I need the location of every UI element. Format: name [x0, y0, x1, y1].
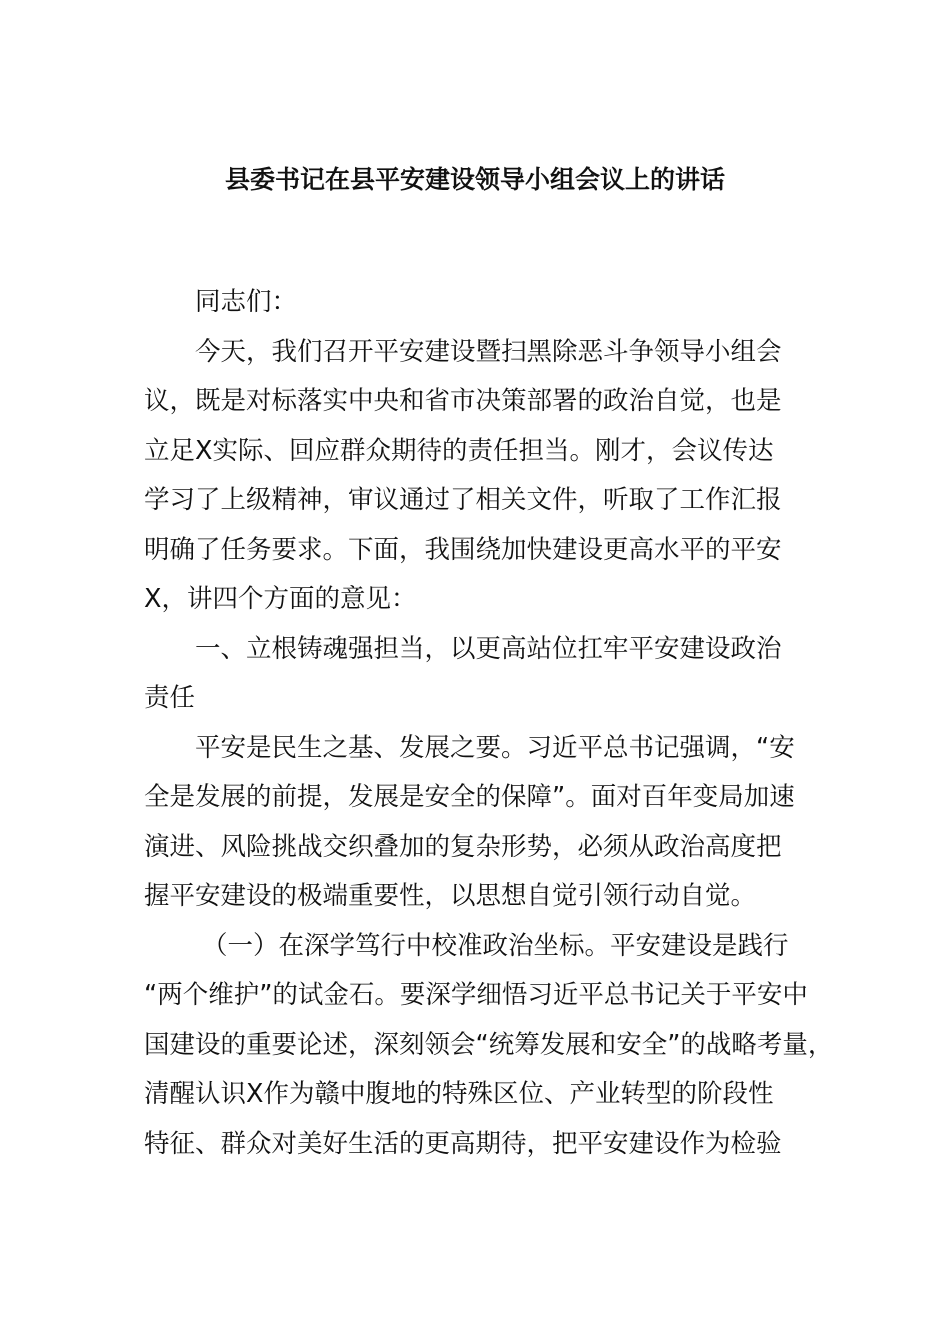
- paragraph-line: 议，既是对标落实中央和省市决策部署的政治自觉，也是: [144, 386, 782, 416]
- paragraph-line: X，讲四个方面的意见：: [144, 584, 417, 614]
- paragraph-line: 立足X实际、回应群众期待的责任担当。刚才，会议传达: [144, 435, 774, 466]
- section-heading-line: 责任: [144, 683, 196, 713]
- section-heading-line: 一、立根铸魂强担当，以更高站位扛牢平安建设政治: [195, 633, 782, 664]
- paragraph-line: 同志们：: [195, 287, 298, 317]
- document-body: [144, 282, 834, 1173]
- paragraph-line: 特征、群众对美好生活的更高期待，把平安建设作为检验: [144, 1128, 782, 1159]
- paragraph-line: “两个维护”的试金石。要深学细悟习近平总书记关于平安中: [144, 980, 808, 1010]
- document-title: 县委书记在县平安建设领导小组会议上的讲话: [224, 165, 725, 194]
- subsection-line: （一）在深学笃行中校准政治坐标。平安建设是践行: [202, 930, 789, 961]
- paragraph-line: 清醒认识X作为赣中腹地的特殊区位、产业转型的阶段性: [144, 1079, 774, 1109]
- paragraph-line: 学习了上级精神，审议通过了相关文件，听取了工作汇报: [144, 485, 782, 515]
- paragraph-line: 明确了任务要求。下面，我围绕加快建设更高水平的平安: [144, 534, 782, 565]
- paragraph-line: 国建设的重要论述，深刻领会“统筹发展和安全”的战略考量，: [144, 1029, 834, 1060]
- paragraph-line: 今天，我们召开平安建设暨扫黑除恶斗争领导小组会: [195, 336, 782, 367]
- paragraph-line: 演进、风险挑战交织叠加的复杂形势，必须从政治高度把: [144, 831, 782, 862]
- paragraph-line: 全是发展的前提，发展是安全的保障”。面对百年变局加速: [144, 782, 795, 812]
- paragraph-line: 握平安建设的极端重要性，以思想自觉引领行动自觉。: [144, 881, 757, 911]
- paragraph-line: 平安是民生之基、发展之要。习近平总书记强调，“安: [195, 732, 795, 763]
